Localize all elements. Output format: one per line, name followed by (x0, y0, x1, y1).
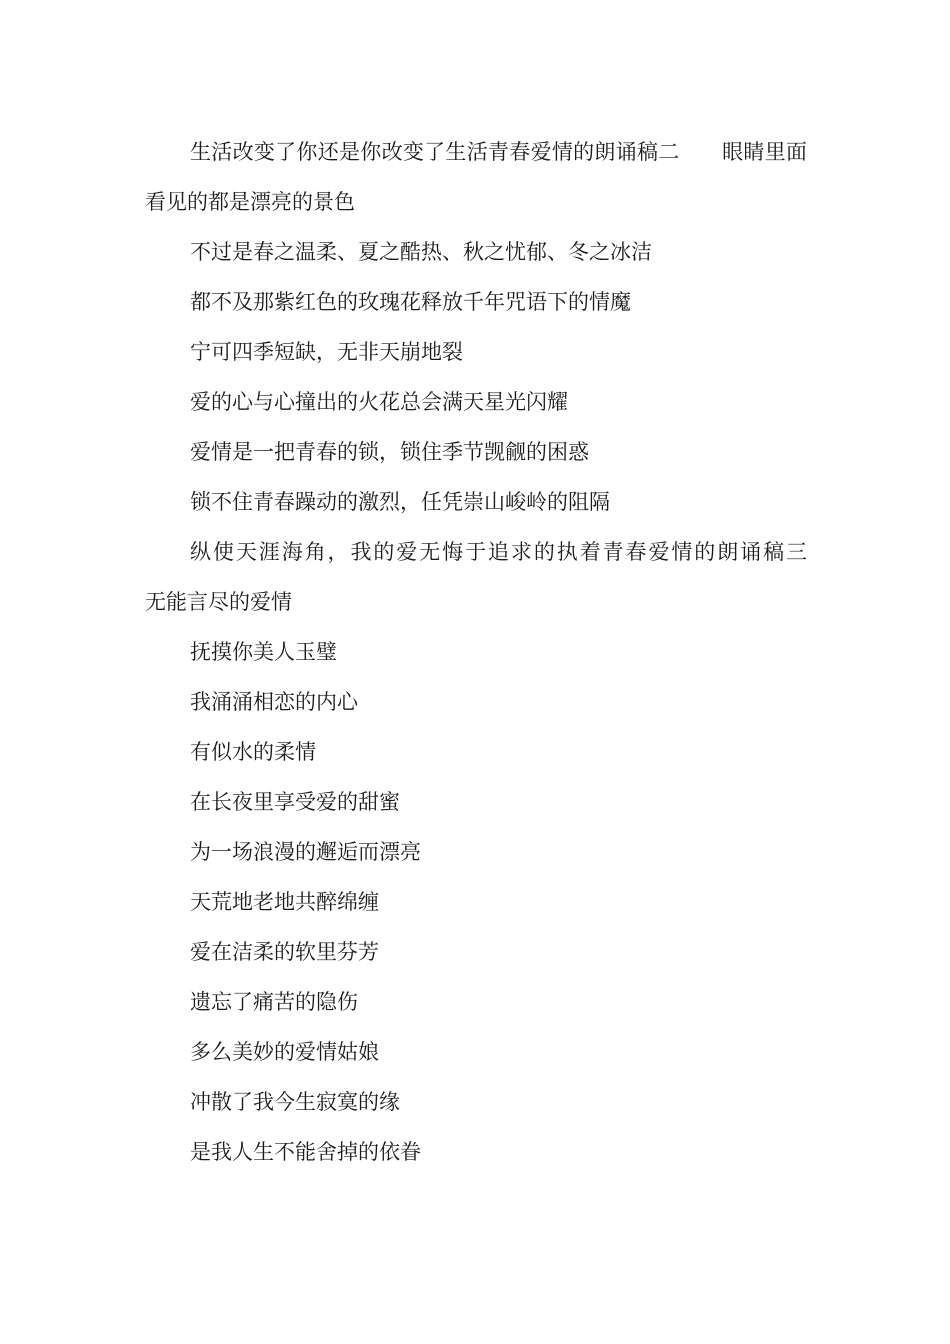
paragraph: 爱在洁柔的软里芬芳 (190, 940, 379, 964)
paragraph: 在长夜里享受爱的甜蜜 (190, 790, 400, 814)
paragraph: 冲散了我今生寂寞的缘 (190, 1090, 400, 1114)
document-body (145, 127, 849, 1177)
paragraph: 有似水的柔情 (190, 740, 316, 764)
paragraph: 都不及那紫红色的玫瑰花释放千年咒语下的情魔 (190, 290, 631, 314)
paragraph: 为一场浪漫的邂逅而漂亮 (190, 840, 421, 864)
paragraph: 爱情是一把青春的锁，锁住季节觊觎的困惑 (190, 440, 589, 464)
paragraph: 是我人生不能舍掉的依眷 (190, 1140, 421, 1164)
paragraph: 天荒地老地共醉绵缠 (190, 890, 379, 914)
paragraph: 宁可四季短缺，无非天崩地裂 (190, 340, 463, 364)
paragraph: 抚摸你美人玉璧 (190, 640, 337, 664)
paragraph: 纵使天涯海角，我的爱无悔于追求的执着青春爱情的朗诵稿三 无能言尽的爱情 (145, 540, 849, 614)
paragraph: 我涌涌相恋的内心 (190, 690, 358, 714)
paragraph: 爱的心与心撞出的火花总会满天星光闪耀 (190, 390, 568, 414)
paragraph: 遗忘了痛苦的隐伤 (190, 990, 358, 1014)
paragraph: 锁不住青春躁动的激烈，任凭崇山峻岭的阻隔 (190, 490, 610, 514)
paragraph: 多么美妙的爱情姑娘 (190, 1040, 379, 1064)
paragraph: 不过是春之温柔、夏之酷热、秋之忧郁、冬之冰洁 (190, 240, 652, 264)
paragraph: 生活改变了你还是你改变了生活青春爱情的朗诵稿二 眼睛里面看见的都是漂亮的景色 (145, 140, 807, 214)
